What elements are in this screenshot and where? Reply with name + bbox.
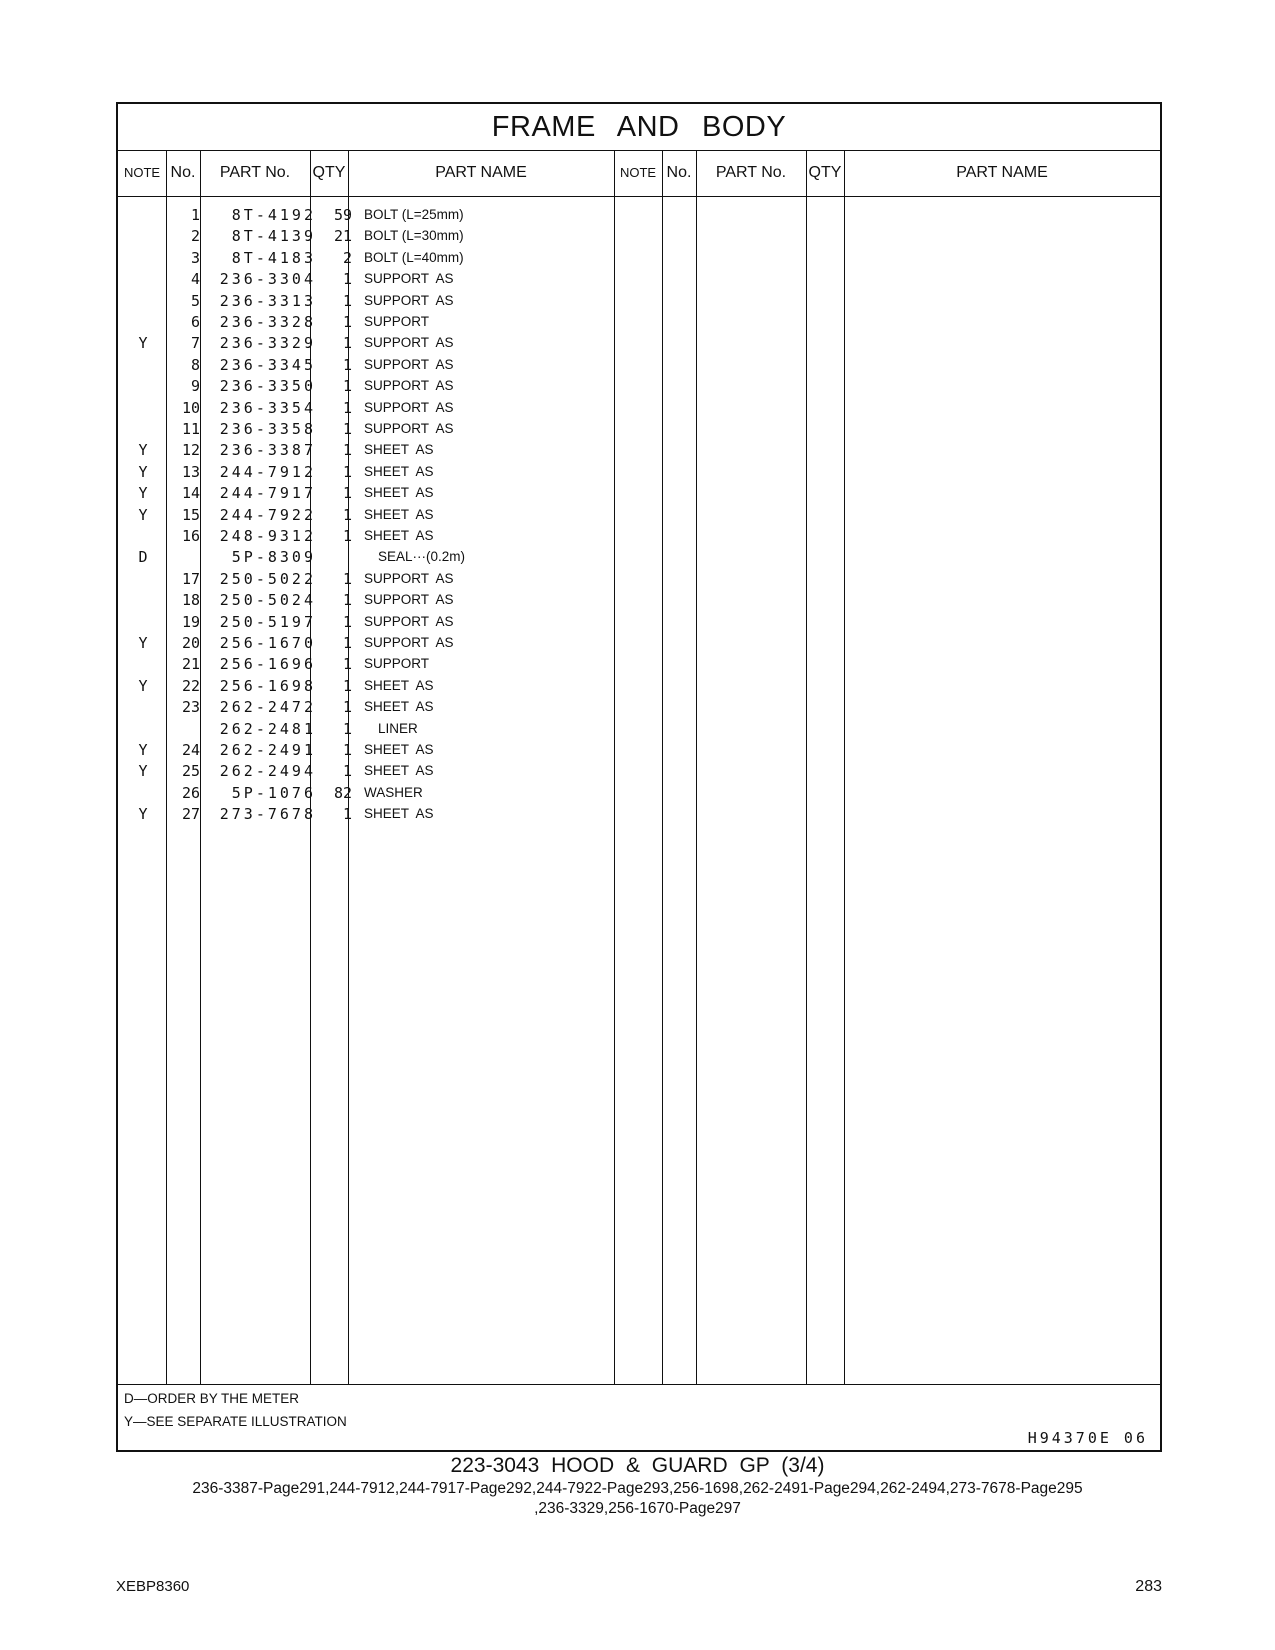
part-number-cell: 236-3328 <box>219 313 316 331</box>
note-cell: Y <box>138 505 148 524</box>
item-number-cell: 24 <box>181 741 200 759</box>
part-name-cell: SHEET AS <box>364 806 434 822</box>
quantity-cell: 1 <box>342 698 352 717</box>
part-number-cell: 244-7912 <box>219 462 316 481</box>
quantity-cell: 1 <box>342 355 352 374</box>
quantity-cell: 1 <box>342 591 352 610</box>
part-number-cell: 256-1698 <box>219 676 316 695</box>
table-row <box>118 760 1160 782</box>
part-number-cell: 236-3387 <box>219 441 316 460</box>
quantity-cell: 1 <box>342 612 352 631</box>
table-row <box>118 247 1160 269</box>
quantity-cell: 82 <box>333 783 352 802</box>
part-number-cell: 236-3304 <box>219 270 316 289</box>
part-number-cell: 262-2472 <box>219 698 316 717</box>
table-row <box>118 375 1160 397</box>
part-number-cell: 262-2494 <box>219 762 316 781</box>
quantity-cell: 1 <box>342 270 352 289</box>
part-name-cell: SHEET AS <box>364 463 434 479</box>
part-number-cell: 8T-4183 <box>231 248 316 267</box>
quantity-cell: 1 <box>342 805 352 824</box>
part-name-cell: SUPPORT AS <box>364 592 454 608</box>
part-number-cell: 244-7917 <box>219 484 316 503</box>
page-number: 283 <box>1135 1578 1162 1595</box>
column-header-row <box>118 150 1160 197</box>
item-number-cell: 21 <box>181 655 200 674</box>
header-part-no-right: PART No. <box>715 164 787 181</box>
note-cell: Y <box>138 762 148 781</box>
quantity-cell: 1 <box>342 505 352 524</box>
item-number-cell: 26 <box>181 783 200 802</box>
part-number-cell: 262-2491 <box>219 741 316 759</box>
part-name-cell: SUPPORT AS <box>364 570 454 586</box>
part-name-cell: WASHER <box>364 784 423 800</box>
item-number-cell: 15 <box>181 505 200 524</box>
part-number-cell: 5P-8309 <box>231 548 316 567</box>
item-number-cell: 25 <box>181 762 200 781</box>
note-cell: Y <box>138 676 148 695</box>
part-name-cell: SUPPORT <box>364 314 430 329</box>
part-name-cell: SHEET AS <box>364 763 434 779</box>
header-note: NOTE <box>123 165 161 180</box>
item-number-cell: 4 <box>190 270 200 289</box>
part-number-cell: 236-3329 <box>219 334 316 353</box>
quantity-cell: 1 <box>342 398 352 417</box>
table-row <box>118 653 1160 675</box>
part-number-cell: 256-1696 <box>219 655 316 674</box>
item-number-cell: 8 <box>190 355 200 374</box>
header-note-right: NOTE <box>619 165 657 180</box>
quantity-cell: 1 <box>342 634 352 652</box>
item-number-cell: 11 <box>181 420 200 438</box>
document-id: XEBP8360 <box>116 1578 190 1595</box>
note-cell: Y <box>138 334 148 353</box>
part-number-cell: 250-5024 <box>219 591 316 610</box>
part-number-cell: 236-3354 <box>219 398 316 417</box>
part-number-cell: 8T-4192 <box>231 206 316 224</box>
item-number-cell: 10 <box>181 398 200 417</box>
note-cell: Y <box>138 484 148 503</box>
part-number-cell: 250-5022 <box>219 569 316 588</box>
table-row <box>118 675 1160 697</box>
note-cell <box>118 354 168 376</box>
part-number-cell: 248-9312 <box>219 527 316 545</box>
part-number-cell: 236-3313 <box>219 291 316 310</box>
item-number-cell: 19 <box>181 612 200 631</box>
part-name-cell: SUPPORT <box>364 656 430 672</box>
table-row <box>118 225 1160 247</box>
note-cell <box>118 525 168 547</box>
note-cell <box>118 225 168 247</box>
item-number-cell: 6 <box>190 313 200 331</box>
header-part-no: PART No. <box>219 164 291 181</box>
item-number-cell: 14 <box>181 484 200 503</box>
note-cell <box>118 782 168 804</box>
header-part-name-right: PART NAME <box>956 164 1048 181</box>
part-name-cell: SHEET AS <box>364 699 434 715</box>
quantity-cell <box>318 546 352 568</box>
quantity-cell: 1 <box>342 420 352 438</box>
note-cell <box>118 247 168 269</box>
note-cell <box>118 290 168 312</box>
part-name-cell: BOLT (L=40mm) <box>364 249 464 265</box>
table-row <box>118 696 1160 718</box>
header-qty: QTY <box>312 164 346 181</box>
cross-reference-line: 236-3387-Page291,244-7912,244-7917-Page292,244-7922-Page293,256-1698,262-2491-Page294,262-2494,273-7678-Page295 <box>192 1480 1083 1497</box>
note-cell <box>118 311 168 333</box>
part-name-cell: BOLT (L=30mm) <box>364 228 464 244</box>
quantity-cell: 21 <box>333 227 352 246</box>
note-cell: Y <box>138 805 148 824</box>
table-row <box>118 589 1160 611</box>
note-cell <box>118 375 168 397</box>
table-row <box>118 311 1160 333</box>
quantity-cell: 1 <box>342 291 352 310</box>
item-number-cell: 3 <box>190 248 200 267</box>
part-number-cell: 5P-1076 <box>231 783 316 802</box>
part-name-cell: SHEET AS <box>364 506 434 522</box>
note-cell <box>118 589 168 611</box>
part-name-cell: SUPPORT AS <box>364 335 454 351</box>
item-number-cell: 12 <box>181 441 200 460</box>
part-name-cell: SUPPORT AS <box>364 399 454 415</box>
item-number-cell: 20 <box>181 634 200 652</box>
table-row <box>118 204 1160 226</box>
note-cell: Y <box>138 741 148 759</box>
part-number-cell: 256-1670 <box>219 634 316 652</box>
footnote-d: D—ORDER BY THE METER <box>124 1391 300 1406</box>
table-row <box>118 504 1160 526</box>
part-name-cell: SUPPORT AS <box>364 635 454 650</box>
part-name-cell: SHEET AS <box>364 742 434 757</box>
note-cell <box>118 268 168 290</box>
quantity-cell: 2 <box>342 248 352 267</box>
part-number-cell: 8T-4139 <box>231 227 316 246</box>
quantity-cell: 1 <box>342 569 352 588</box>
item-number-cell: 5 <box>190 291 200 310</box>
item-number-cell <box>168 718 200 740</box>
quantity-cell: 1 <box>342 741 352 759</box>
item-number-cell: 2 <box>190 227 200 246</box>
item-number-cell: 13 <box>181 462 200 481</box>
note-cell <box>118 653 168 675</box>
item-number-cell: 22 <box>181 676 200 695</box>
quantity-cell: 1 <box>342 484 352 503</box>
table-row <box>118 611 1160 633</box>
note-cell <box>118 568 168 590</box>
table-row <box>118 632 1160 654</box>
table-row <box>118 397 1160 419</box>
table-row <box>118 439 1160 461</box>
item-number-cell: 7 <box>190 334 200 353</box>
item-number-cell: 23 <box>181 698 200 717</box>
illustration-code: H94370E 06 <box>1027 1429 1148 1447</box>
table-row <box>118 782 1160 804</box>
part-number-cell: 273-7678 <box>219 805 316 824</box>
quantity-cell: 1 <box>342 527 352 545</box>
table-row <box>118 803 1160 825</box>
note-cell <box>118 418 168 440</box>
part-name-cell: SEAL···(0.2m) <box>378 549 466 565</box>
part-name-cell: SUPPORT AS <box>364 378 454 394</box>
table-row <box>118 718 1160 740</box>
note-cell: Y <box>138 462 148 481</box>
part-name-cell: SUPPORT AS <box>364 356 454 372</box>
quantity-cell: 1 <box>342 719 352 738</box>
table-row <box>118 332 1160 354</box>
item-number-cell: 16 <box>181 527 200 545</box>
table-row <box>118 546 1160 568</box>
quantity-cell: 1 <box>342 762 352 781</box>
table-row <box>118 290 1160 312</box>
note-cell <box>118 718 168 740</box>
part-name-cell: BOLT (L=25mm) <box>364 207 464 222</box>
note-cell <box>118 611 168 633</box>
footnote-y: Y—SEE SEPARATE ILLUSTRATION <box>124 1414 347 1429</box>
table-row <box>118 418 1160 440</box>
part-number-cell: 236-3350 <box>219 377 316 396</box>
part-name-cell: SUPPORT AS <box>364 421 454 436</box>
header-qty-right: QTY <box>808 164 842 181</box>
cross-reference-line-continued: ,236-3329,256-1670-Page297 <box>534 1500 741 1517</box>
table-row <box>118 739 1160 761</box>
part-number-cell: 244-7922 <box>219 505 316 524</box>
part-name-cell: SHEET AS <box>364 528 434 543</box>
table-row <box>118 268 1160 290</box>
table-row <box>118 482 1160 504</box>
quantity-cell: 1 <box>342 655 352 674</box>
table-row <box>118 354 1160 376</box>
item-number-cell: 1 <box>190 206 200 224</box>
part-name-cell: SHEET AS <box>364 677 434 693</box>
quantity-cell: 1 <box>342 462 352 481</box>
part-number-cell: 250-5197 <box>219 612 316 631</box>
part-name-cell: SHEET AS <box>364 442 434 458</box>
table-row <box>118 461 1160 483</box>
item-number-cell: 17 <box>181 569 200 588</box>
quantity-cell: 1 <box>342 377 352 396</box>
header-no-right: No. <box>666 164 692 181</box>
quantity-cell: 59 <box>333 206 352 224</box>
part-number-cell: 262-2481 <box>219 719 316 738</box>
table-row <box>118 568 1160 590</box>
table-title: FRAME AND BODY <box>118 104 1160 151</box>
item-number-cell: 18 <box>181 591 200 610</box>
table-footer <box>118 1384 1160 1451</box>
group-caption: 223-3043 HOOD & GUARD GP (3/4) <box>450 1454 825 1477</box>
header-part-name: PART NAME <box>435 164 527 181</box>
part-name-cell: SUPPORT AS <box>364 292 454 308</box>
quantity-cell: 1 <box>342 441 352 460</box>
note-cell <box>118 696 168 718</box>
part-number-cell: 236-3345 <box>219 355 316 374</box>
part-name-cell: SUPPORT AS <box>364 271 454 287</box>
item-number-cell: 9 <box>190 377 200 396</box>
part-name-cell: SUPPORT AS <box>364 613 454 629</box>
quantity-cell: 1 <box>342 313 352 331</box>
part-name-cell: SHEET AS <box>364 485 434 501</box>
parts-table <box>116 102 1162 1452</box>
part-name-cell: LINER <box>378 720 418 736</box>
part-number-cell: 236-3358 <box>219 420 316 438</box>
quantity-cell: 1 <box>342 334 352 353</box>
item-number-cell <box>168 546 200 568</box>
note-cell: Y <box>138 441 148 460</box>
note-cell <box>118 397 168 419</box>
item-number-cell: 27 <box>181 805 200 824</box>
note-cell: Y <box>138 634 148 652</box>
table-row <box>118 525 1160 547</box>
quantity-cell: 1 <box>342 676 352 695</box>
header-no: No. <box>170 164 196 181</box>
note-cell <box>118 204 168 226</box>
note-cell: D <box>138 548 148 567</box>
